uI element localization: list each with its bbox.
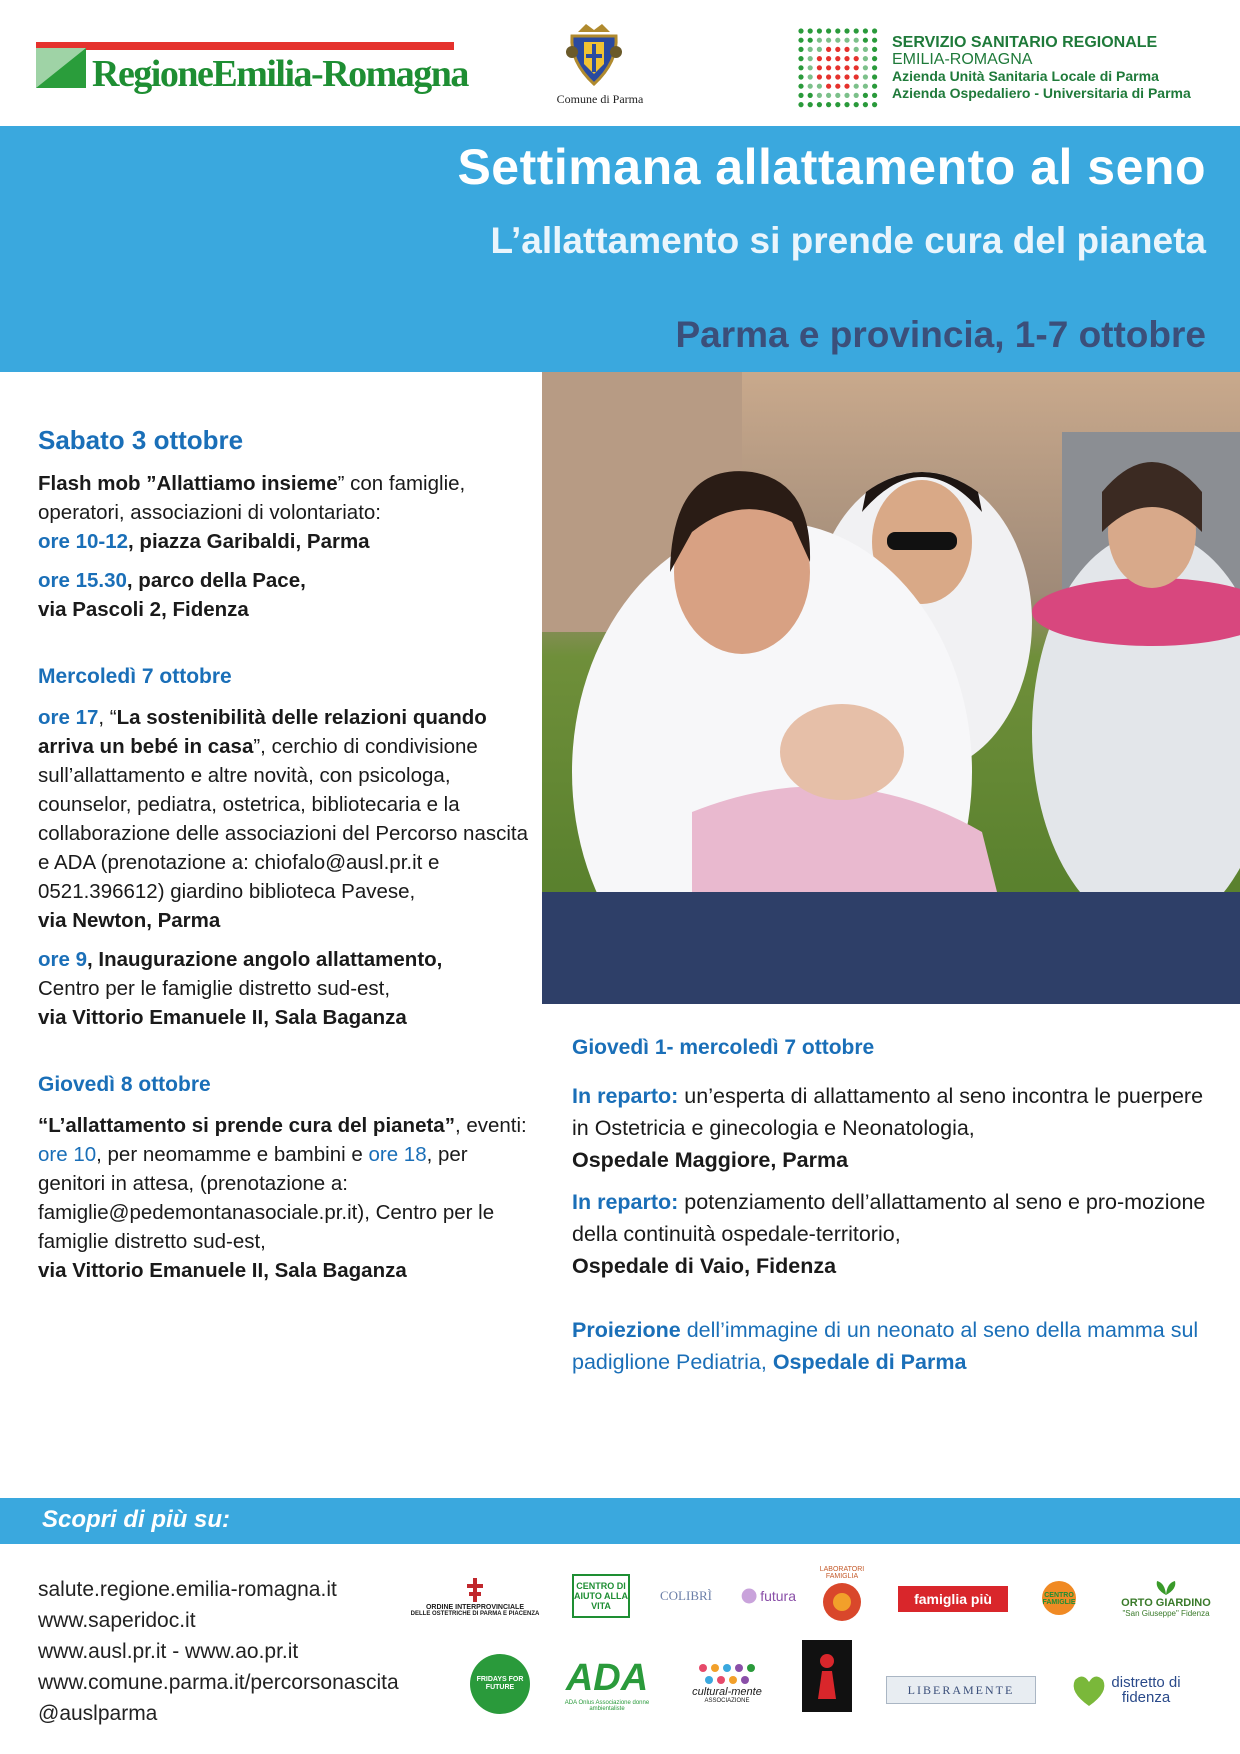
- item-place: , Parma: [770, 1148, 849, 1172]
- ssr-line-4: Azienda Ospedaliero - Universitaria di Parma: [892, 85, 1191, 101]
- event-title: Allattiamo insieme: [156, 472, 338, 495]
- item-description: un’esperta di allattamento al seno incontra le puerpere in Ostetricia e ginecologia e Neonatologia,: [572, 1084, 1204, 1140]
- item-place: Ospedale di Vaio, Fidenza: [572, 1254, 837, 1278]
- leaf-icon: [1153, 1579, 1179, 1597]
- section-heading-mercoledi: Mercoledì 7 ottobre: [38, 665, 232, 688]
- mercoledi-event-1: [38, 703, 538, 935]
- event-title: La sostenibilità delle relazioni quando arriva un bebé in casa: [38, 706, 487, 758]
- reparto-item-2: [572, 1186, 1212, 1282]
- item-description: potenziamento dell’allattamento al seno e pro-mozione della continuità ospedale-territorio,: [572, 1190, 1206, 1246]
- footer-links: [38, 1574, 399, 1729]
- item-place: Ospedale Maggiore: [572, 1148, 771, 1172]
- cav-logo: CENTRO DI AIUTO ALLA VITA: [572, 1574, 630, 1618]
- event-description: Centro per le famiglie distretto sud-est,: [38, 977, 391, 1000]
- event-time: ore 18: [368, 1143, 427, 1166]
- event-place: , parco della Pace,: [126, 569, 306, 592]
- event-place: , Fidenza: [161, 598, 249, 621]
- sabato-event-2: [38, 566, 538, 624]
- cultural-mente-logo: [682, 1648, 772, 1718]
- comune-parma-label: Comune di Parma: [556, 92, 644, 106]
- section-heading-sabato: Sabato 3 ottobre: [38, 425, 244, 455]
- sabato-event-1: [38, 469, 538, 556]
- giovedi-event-1: [38, 1111, 538, 1285]
- page-title: Settimana allattamento al seno: [457, 139, 1206, 195]
- link-comune-percorsonascita[interactable]: www.comune.parma.it/percorsonascita: [38, 1671, 399, 1694]
- logo-text: ASSOCIAZIONE: [704, 1698, 750, 1704]
- ssr-line-2: EMILIA-ROMAGNA: [892, 51, 1033, 68]
- event-time: ore 15.30: [38, 569, 127, 592]
- ssr-line-3: Azienda Unità Sanitaria Locale di Parma: [892, 68, 1159, 84]
- event-description: ”, cerchio di condivisione sull’allattamento e altre novità, con psicologa, counselor, pediatra, ostetrica, bibliotecaria e la collaborazione delle associazioni del Percorso nascita e ADA (prenotazione a: chiofalo@ausl.pr.it e 0521.396612) giardino biblioteca Pavese,: [38, 735, 528, 903]
- laboratori-famiglia-logo: [812, 1560, 872, 1630]
- ssr-line-1: SERVIZIO SANITARIO REGIONALE: [892, 34, 1158, 51]
- link-regione[interactable]: salute.regione.emilia-romagna.it: [38, 1578, 337, 1601]
- centro-famiglie-logo: [1028, 1576, 1090, 1620]
- cultural-dots-icon: [697, 1662, 757, 1686]
- mercoledi-event-2: [38, 945, 538, 1032]
- figure-logo: [802, 1640, 852, 1712]
- logo-text: cultural-mente: [692, 1686, 762, 1698]
- event-time: ore 17: [38, 706, 99, 729]
- logo-text: ORDINE INTERPROVINCIALE: [425, 1603, 524, 1611]
- event-time: ore 10-12: [38, 530, 129, 553]
- event-place: via Vittorio Emanuele II, Sala Baganza: [38, 1006, 407, 1029]
- event-place: , piazza Garibaldi: [128, 530, 296, 553]
- laboratori-icon: [820, 1580, 864, 1624]
- region-logo-text: RegioneEmilia-Romagna: [92, 53, 468, 95]
- logo-text: futura: [760, 1588, 796, 1604]
- logo-text: "San Giuseppe" Fidenza: [1122, 1608, 1210, 1618]
- logo-text: ORTO GIARDINO: [1121, 1596, 1211, 1609]
- futura-logo: [740, 1572, 796, 1620]
- logo-text: DELLE OSTETRICHE DI PARMA E PIACENZA: [410, 1610, 540, 1617]
- colibri-logo: COLIBRÌ: [660, 1588, 712, 1603]
- event-description: , per genitori in attesa, (prenotazione a: famiglie@pedemontanasociale.pr.it), Centro per le famiglie distretto sud-est,: [38, 1143, 495, 1253]
- item-label: Proiezione: [572, 1318, 681, 1342]
- ada-logo: [556, 1648, 658, 1720]
- page-subtitle: L’allattamento si prende cura del pianeta: [490, 220, 1206, 261]
- item-label: In reparto:: [572, 1084, 679, 1108]
- logo-text: LABORATORI FAMIGLIA: [819, 1566, 865, 1580]
- liberamente-logo: LIBERAMENTE: [886, 1676, 1036, 1704]
- breastfeeding-photo: [542, 372, 1240, 1004]
- event-place: , Parma: [295, 530, 370, 553]
- distretto-icon: [1067, 1672, 1111, 1708]
- text-span: , per neomamme e bambini e: [96, 1143, 369, 1166]
- parma-crest-icon: [564, 22, 624, 88]
- region-logo-bar: [36, 42, 454, 50]
- event-time: ore 10: [38, 1143, 97, 1166]
- section-heading-giovedi: Giovedì 8 ottobre: [38, 1073, 211, 1096]
- distretto-fidenza-logo: [1060, 1666, 1188, 1714]
- fridays-for-future-logo: FRIDAYS FOR FUTURE: [470, 1654, 530, 1714]
- link-saperidoc[interactable]: www.saperidoc.it: [38, 1609, 196, 1632]
- text-span: ” con famiglie, operatori, associazioni di volontariato:: [38, 472, 466, 524]
- item-place: Ospedale di Parma: [772, 1350, 967, 1374]
- reparto-item-1: [572, 1080, 1212, 1176]
- item-label: In reparto:: [572, 1190, 679, 1214]
- ortogiardino-logo: [1108, 1572, 1224, 1624]
- logo-text: ADA: [565, 1656, 649, 1699]
- event-place: via Vittorio Emanuele II, Sala Baganza: [38, 1259, 407, 1282]
- event-dateline: Parma e provincia, 1-7 ottobre: [675, 314, 1206, 355]
- text-span: , eventi:: [454, 1114, 527, 1137]
- ssr-logo-text: [892, 34, 1191, 102]
- text-span: , “: [98, 706, 117, 729]
- event-time: ore 9: [38, 948, 87, 971]
- event-place: via Pascoli 2: [38, 598, 162, 621]
- footer-label: Scopri di più su:: [42, 1506, 231, 1533]
- right-column: [572, 1032, 1212, 1388]
- left-column: [38, 426, 538, 1295]
- link-ausl-ao[interactable]: www.ausl.pr.it - www.ao.pr.it: [38, 1640, 299, 1663]
- futura-icon: [740, 1585, 758, 1607]
- section-heading-settimana: Giovedì 1- mercoledì 7 ottobre: [572, 1036, 875, 1059]
- logo-text: CENTRO FAMIGLIE: [1042, 1592, 1076, 1606]
- figure-icon: [812, 1651, 842, 1701]
- logo-text: distretto di fidenza: [1111, 1674, 1181, 1706]
- region-flag-icon: [36, 48, 86, 88]
- text-span: Flash mob ”: [38, 472, 157, 495]
- ostetriche-logo: [400, 1566, 550, 1626]
- event-place: via Newton, Parma: [38, 909, 221, 932]
- ostetriche-icon: [463, 1576, 487, 1604]
- item-description: dell’immagine di un neonato al seno della mamma sul padiglione Pediatria,: [572, 1318, 1199, 1374]
- event-title: “L’allattamento si prende cura del pianeta”: [38, 1114, 455, 1137]
- logo-text: ADA Onlus Associazione donne ambientaliste: [564, 1699, 650, 1712]
- event-title: , Inaugurazione angolo allattamento,: [87, 948, 443, 971]
- proiezione-item: [572, 1314, 1212, 1378]
- ssr-dots-icon: [796, 26, 880, 110]
- link-auslparma-social[interactable]: @auslparma: [38, 1702, 158, 1725]
- famiglia-piu-logo: famiglia più: [898, 1586, 1008, 1612]
